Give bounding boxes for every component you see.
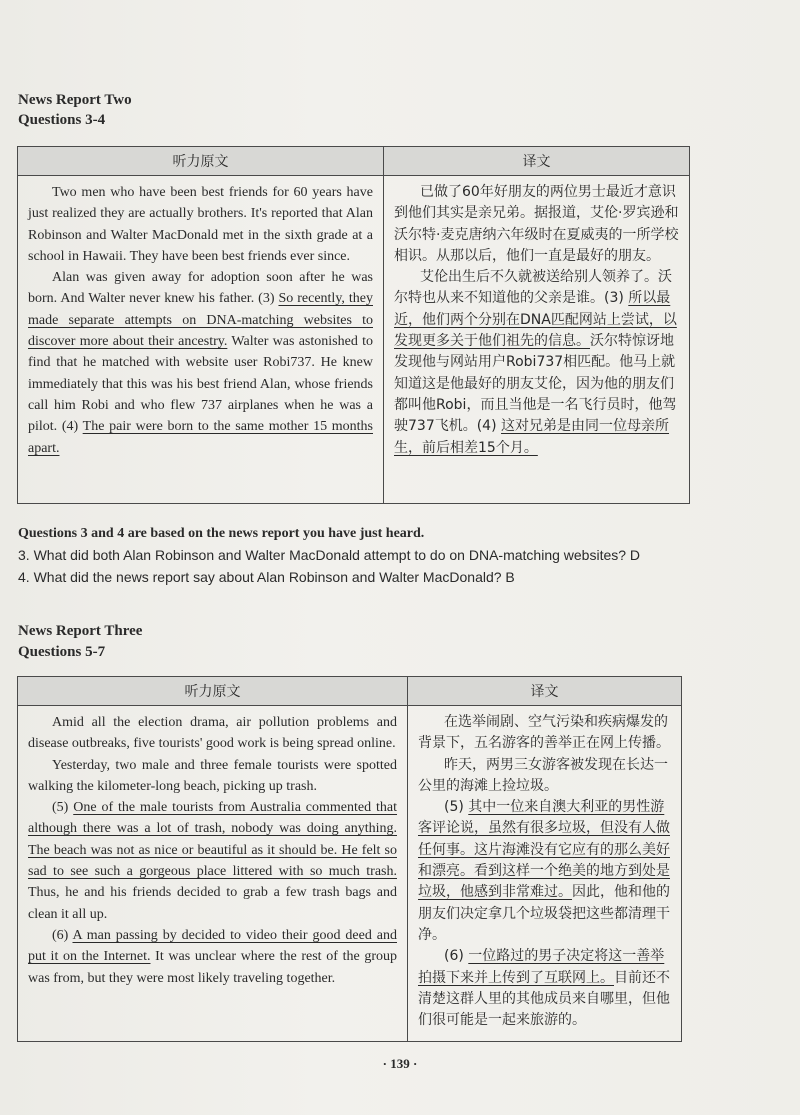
answer-3-underline: So recently, they made separate attempts on DNA-matching websites to discover more about their ancestry. [28,291,373,350]
report3-chinese-cell [408,706,682,1042]
report3-col-original: 听力原文 [18,677,408,706]
questions-3-4-heading: Questions 3 and 4 are based on the news report you have just heard. [18,526,425,541]
answer-6-underline: A man passing by decided to video their good deed and put it on the Internet. [28,927,397,965]
report3-col-translation: 译文 [408,677,682,706]
report3-zh-paragraph-1: 在选举闹剧、空气污染和疾病爆发的背景下，五名游客的善举正在网上传播。 [418,714,670,752]
question-4: 4. What did the news report say about Alan Robinson and Walter MacDonald? B [18,569,515,585]
report3-questions-label: Questions 5-7 [18,644,106,660]
report2-col-original: 听力原文 [18,147,384,176]
report2-title: News Report Two [18,92,132,108]
report3-title: News Report Three [18,623,143,639]
report2-col-translation: 译文 [384,147,690,176]
report2-questions-label: Questions 3-4 [18,112,106,128]
report3-en-paragraph-2: Yesterday, two male and three female tourists were spotted walking the kilometer-long beach, picking up trash. [28,757,397,794]
report3-english-cell [18,706,408,1042]
answer-5-underline: One of the male tourists from Australia commented that although there was a lot of trash, nobody was doing anything. The beach was not as nice or beautiful as it should be. He felt so sad to see such a gorgeous place littered with so much trash. [28,800,398,880]
answer-4-underline: The pair were born to the same mother 15 months apart. [28,419,373,456]
report3-en-paragraph-4: (6) A man passing by decided to video their good deed and put it on the Internet. It was unclear where the rest of the group was from, but they were most likely traveling together. [28,927,397,986]
report2-en-paragraph-2: Alan was given away for adoption soon after he was born. And Walter never knew his father. (3) So recently, they made separate attempts on DNA-matching websites to discover more about their ancestry. Walter was astonished to find that he matched with website user Robi737. He knew immediately that this was his best friend Alan, whose friends call him Robi and who flew 737 airplanes when he was a pilot. (4) The pair were born to the same mother 15 months apart. [28,270,373,456]
report2-zh-paragraph-2: 艾伦出生后不久就被送给别人领养了。沃尔特也从来不知道他的父亲是谁。(3) 所以最近，他们两个分别在DNA匹配网站上尝试，以发现更多关于他们祖先的信息。沃尔特惊讶地发现他与网站用户Robi737相匹配。他马上就知道这是他最好的朋友艾伦，因为他的朋友们都叫他Robi，而且当他是一名飞行员时，他驾驶737飞机。(4) 这对兄弟是由同一位母亲所生，前后相差15个月。 [394,269,677,456]
report2-table [17,146,690,504]
report3-en-paragraph-1: Amid all the election drama, air pollution problems and disease outbreaks, five tourists' good work is being spread online. [28,715,397,752]
report2-english-cell [18,176,384,504]
report3-zh-paragraph-4: (6) 一位路过的男子决定将这一善举拍摄下来并上传到了互联网上。目前还不清楚这群人里的其他成员来自哪里，但他们很可能是一起来旅游的。 [418,948,670,1029]
report2-zh-paragraph-1: 已做了60年好朋友的两位男士最近才意识到他们其实是亲兄弟。据报道，艾伦·罗宾逊和沃尔特·麦克唐纳六年级时在夏威夷的一所学校相识。从那以后，他们一直是最好的朋友。 [394,184,679,264]
page-number: · 139 · [382,1056,418,1071]
report3-table [17,676,682,1042]
report2-en-paragraph-1: Two men who have been best friends for 60 years have just realized they are actually brothers. It's reported that Alan Robinson and Walter MacDonald met in the sixth grade at a school in Hawaii. They have been best friends ever since. [28,185,373,264]
question-3: 3. What did both Alan Robinson and Walter MacDonald attempt to do on DNA-matching websites? D [18,547,641,563]
report3-zh-paragraph-3: (5) 其中一位来自澳大利亚的男性游客评论说，虽然有很多垃圾，但没有人做任何事。这片海滩没有它应有的那么美好和漂亮。看到这样一个绝美的地方到处是垃圾，他感到非常难过。因此，他和他的朋友们决定拿几个垃圾袋把这些都清理干净。 [418,799,670,943]
report3-zh-paragraph-2: 昨天，两男三女游客被发现在长达一公里的海滩上捡垃圾。 [418,756,668,794]
report3-en-paragraph-3: (5) One of the male tourists from Australia commented that although there was a lot of trash, nobody was doing anything. The beach was not as nice or beautiful as it should be. He felt so sad to see such a gorgeous place littered with so much trash. Thus, he and his friends decided to grab a few trash bags and clean it all up. [28,800,398,922]
report2-chinese-cell [384,176,690,504]
